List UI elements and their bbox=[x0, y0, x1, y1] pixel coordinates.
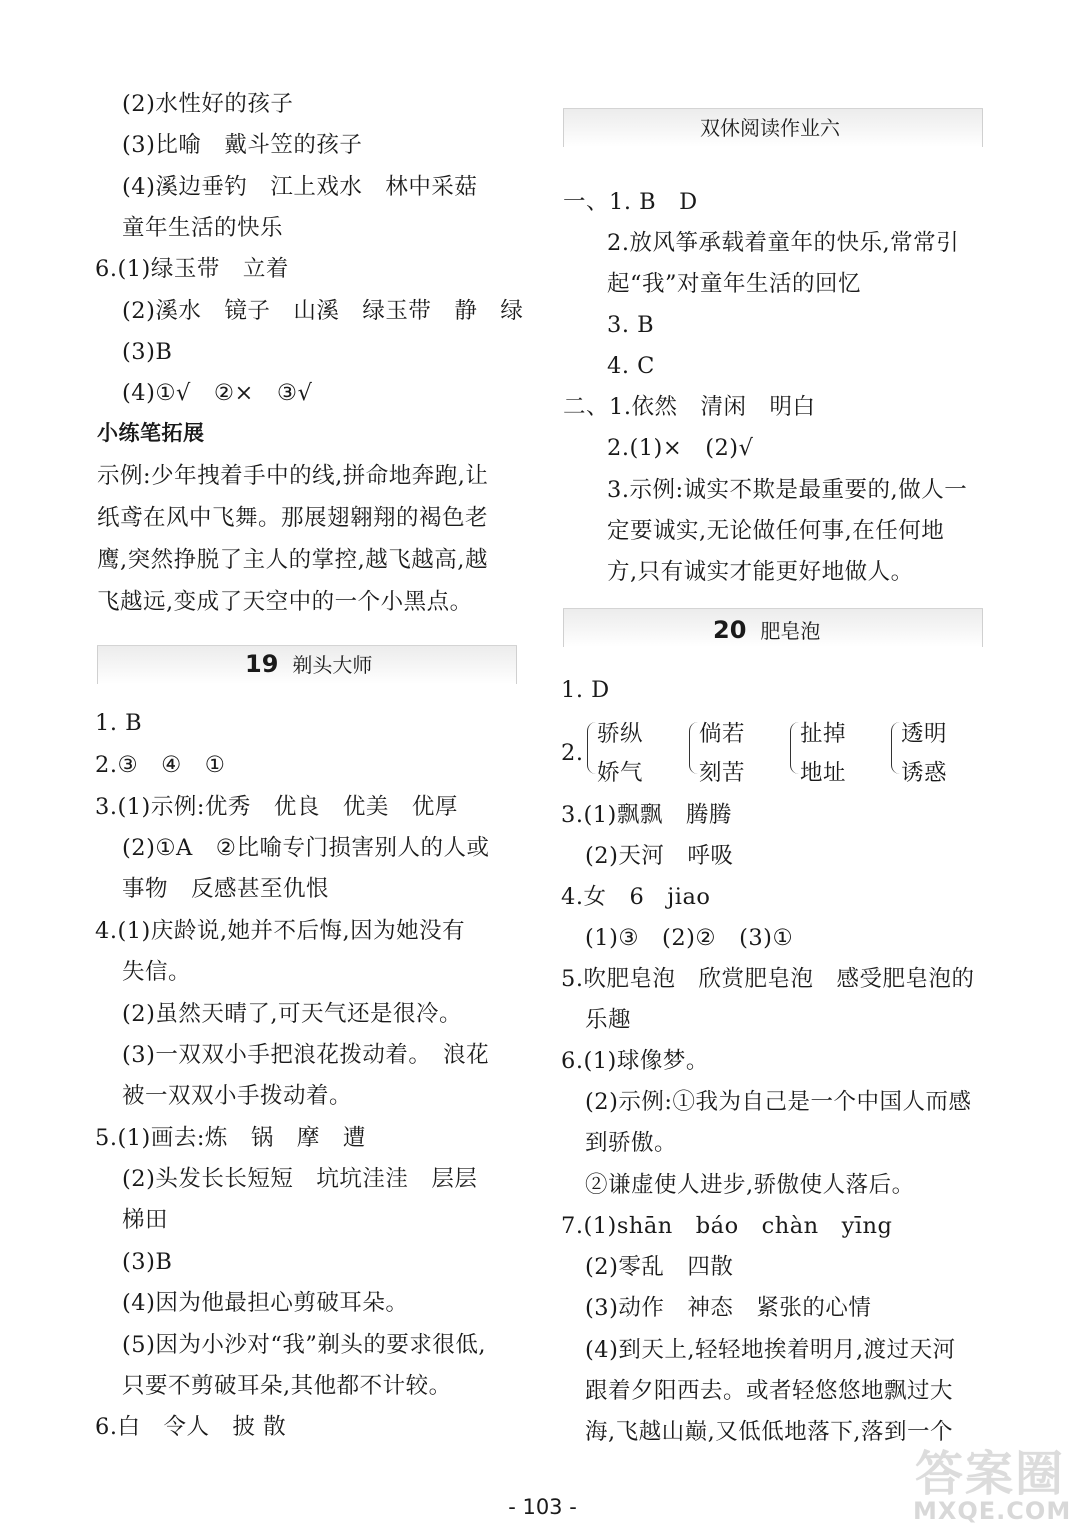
watermark-url: MXQE.COM bbox=[913, 1497, 1072, 1525]
answer-line: 6.(1)绿玉带 立着 bbox=[95, 256, 289, 282]
answer-line: 4.(1)庆龄说,她并不后悔,因为她没有 bbox=[95, 918, 466, 944]
answer-line: 被一双双小手拨动着。 bbox=[122, 1083, 353, 1109]
brace-icon bbox=[790, 722, 799, 774]
watermark-text: 答案圈 bbox=[915, 1446, 1066, 1502]
answer-line: 5.(1)画去:炼 锅 摩 遭 bbox=[95, 1125, 366, 1151]
answer-line: 3.(1)飘飘 腾腾 bbox=[561, 802, 732, 828]
word-pair-bottom: 地址 bbox=[800, 760, 847, 786]
practice-line: 鹰,突然挣脱了主人的掌控,越飞越高,越 bbox=[97, 547, 488, 573]
answer-line: 7.(1)shān báo chàn yīng bbox=[561, 1213, 893, 1239]
answer-line: 5.吹肥皂泡 欣赏肥皂泡 感受肥皂泡的 bbox=[561, 966, 975, 992]
answer-line: (5)因为小沙对“我”剃头的要求很低, bbox=[122, 1332, 487, 1358]
word-pair-bottom: 刻苦 bbox=[699, 760, 746, 786]
answer-line: 4. C bbox=[607, 353, 655, 379]
word-pair-bottom: 娇气 bbox=[597, 760, 644, 786]
section-number: 19 bbox=[245, 650, 279, 678]
answer-line: (3)B bbox=[122, 1249, 173, 1275]
answer-line: 海,飞越山巅,又低低地落下,落到一个 bbox=[585, 1419, 953, 1445]
answer-line: (4)因为他最担心剪破耳朵。 bbox=[122, 1290, 409, 1316]
answer-line: 3.示例:诚实不欺是最重要的,做人一 bbox=[607, 477, 968, 503]
brace-icon bbox=[689, 722, 698, 774]
section-number: 20 bbox=[713, 616, 747, 644]
answer-line: (2)水性好的孩子 bbox=[122, 91, 294, 117]
answer-line: 二、1.依然 清闲 明白 bbox=[563, 394, 816, 420]
word-pair-top: 透明 bbox=[901, 721, 948, 747]
section-reading6-title: 双休阅读作业六 bbox=[700, 116, 840, 140]
section-name: 肥皂泡 bbox=[760, 619, 821, 643]
answer-line: (2)溪水 镜子 山溪 绿玉带 静 绿 bbox=[122, 298, 524, 324]
answer-line: 2.(1)× (2)√ bbox=[607, 435, 754, 461]
brace-icon bbox=[587, 722, 596, 774]
answer-line: 2.③ ④ ① bbox=[95, 752, 226, 778]
section-19-title bbox=[245, 652, 372, 676]
brace-icon bbox=[891, 722, 900, 774]
answer-line: (3)一双双小手把浪花拨动着。 浪花 bbox=[122, 1042, 490, 1068]
answer-line: 跟着夕阳西去。或者轻悠悠地飘过大 bbox=[585, 1378, 954, 1404]
answer-line: (4)溪边垂钓 江上戏水 林中采菇 bbox=[122, 174, 478, 200]
answer-line: 2.放风筝承载着童年的快乐,常常引 bbox=[607, 230, 960, 256]
answer-line: (1)③ (2)② (3)① bbox=[585, 925, 794, 951]
answer-line: 1. D bbox=[561, 677, 610, 703]
answer-line: (2)示例:①我为自己是一个中国人而感 bbox=[585, 1089, 972, 1115]
answer-line: (4)到天上,轻轻地挨着明月,渡过天河 bbox=[585, 1337, 956, 1363]
question-2-label: 2. bbox=[561, 740, 584, 766]
answer-line: (3)动作 神态 紧张的心情 bbox=[585, 1295, 872, 1321]
answer-line: 6.(1)球像梦。 bbox=[561, 1048, 709, 1074]
answer-line: (2)虽然天晴了,可天气还是很冷。 bbox=[122, 1001, 463, 1027]
section-name: 剃头大师 bbox=[292, 653, 373, 677]
section-20-title bbox=[713, 618, 820, 642]
answer-line: 3.(1)示例:优秀 优良 优美 优厚 bbox=[95, 794, 458, 820]
answer-line: 方,只有诚实才能更好地做人。 bbox=[607, 559, 914, 585]
word-pair-top: 骄纵 bbox=[597, 721, 644, 747]
answer-line: ②谦虚使人进步,骄傲使人落后。 bbox=[585, 1172, 915, 1198]
answer-line: (3)B bbox=[122, 339, 173, 365]
answer-line: 定要诚实,无论做任何事,在任何地 bbox=[607, 518, 945, 544]
answer-line: 起“我”对童年生活的回忆 bbox=[607, 271, 862, 297]
answer-line: 1. B bbox=[95, 710, 143, 736]
practice-line: 飞越远,变成了天空中的一个小黑点。 bbox=[97, 589, 473, 615]
answer-line: 6.白 令人 披 散 bbox=[95, 1414, 287, 1440]
answer-line: 只要不剪破耳朵,其他都不计较。 bbox=[122, 1373, 452, 1399]
answer-line: 4.女 6 jiao bbox=[561, 884, 711, 910]
answer-line: 到骄傲。 bbox=[585, 1130, 678, 1156]
answer-line: (2)①A ②比喻专门损害别人的人或 bbox=[122, 835, 490, 861]
answer-line: 一、1. B D bbox=[563, 189, 698, 215]
answer-line: 乐趣 bbox=[585, 1007, 632, 1033]
practice-heading: 小练笔拓展 bbox=[97, 421, 205, 445]
answer-line: (3)比喻 戴斗笠的孩子 bbox=[122, 132, 363, 158]
word-pair-top: 扯掉 bbox=[800, 721, 847, 747]
answer-line: 失信。 bbox=[122, 959, 192, 985]
answer-line: (2)零乱 四散 bbox=[585, 1254, 734, 1280]
answer-line: (4)①√ ②× ③√ bbox=[122, 380, 313, 406]
word-pair-top: 倘若 bbox=[699, 721, 746, 747]
practice-line: 示例:少年拽着手中的线,拼命地奔跑,让 bbox=[97, 463, 489, 489]
page-number: - 103 - bbox=[508, 1495, 577, 1519]
answer-line: 3. B bbox=[607, 312, 655, 338]
answer-line: 事物 反感甚至仇恨 bbox=[122, 876, 330, 902]
answer-line: 童年生活的快乐 bbox=[122, 215, 284, 241]
answer-line: (2)头发长长短短 坑坑洼洼 层层 bbox=[122, 1166, 478, 1192]
watermark-logo bbox=[905, 1425, 1077, 1533]
practice-line: 纸鸢在风中飞舞。那展翅翱翔的褐色老 bbox=[97, 505, 489, 531]
answer-line: 梯田 bbox=[122, 1207, 169, 1233]
answer-line: (2)天河 呼吸 bbox=[585, 843, 734, 869]
word-pair-bottom: 诱惑 bbox=[901, 760, 948, 786]
